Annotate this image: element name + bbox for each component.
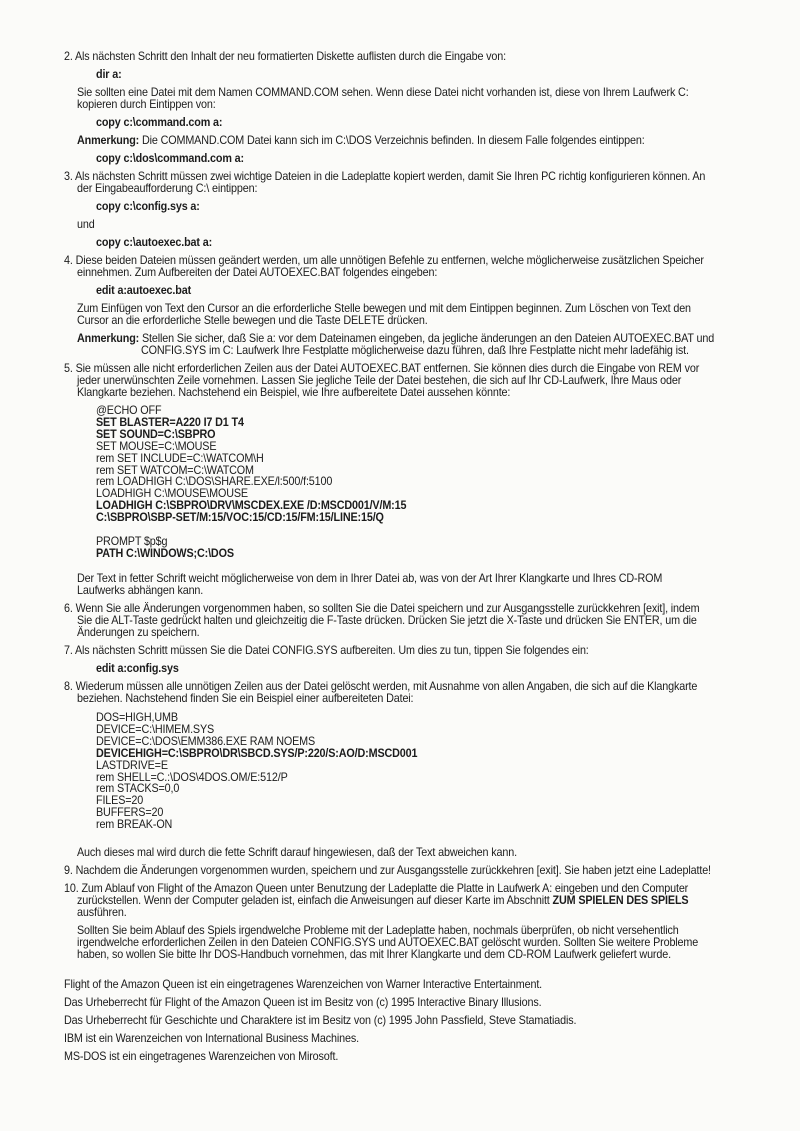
step-number: 6. [64, 602, 73, 615]
paragraph-line: Laufwerks abhängen kann. [77, 584, 204, 597]
line-text: zurückstellen. Wenn der Computer geladen ist, einfach die Anweisungen auf dieser Karte im Abschnitt [77, 894, 553, 907]
step-text: Als nächsten Schritt müssen Sie die Datei CONFIG.SYS aufbereiten. Um dies zu tun, tippen Sie folgendes ein: [74, 644, 589, 657]
step-number: 5. [64, 362, 73, 375]
paragraph-line: irgendwelche erforderlichen Zeilen in den Dateien CONFIG.SYS und AUTOEXEC.BAT gelöscht wurden. Sollten Sie weitere Probleme [77, 936, 699, 949]
paragraph-line: einnehmen. Zum Aufbereiten der Datei AUTOEXEC.BAT folgendes eingeben: [77, 266, 438, 279]
step-9 [64, 865, 711, 878]
step-text: Diese beiden Dateien müssen geändert werden, um alle unnötigen Befehle zu entfernen, welche möglicherweise zusätzlichen Speicher [75, 254, 704, 267]
trademark-line: Das Urheberrecht für Flight of the Amazon Queen ist im Besitz von (c) 1995 Interactive Binary Illusions. [64, 996, 542, 1009]
paragraph-line: Cursor an die erforderliche Stelle bewegen und die Taste DELETE drücken. [77, 314, 428, 327]
code-line: LASTDRIVE=E [96, 758, 168, 772]
paragraph-line: Sie sollten eine Datei mit dem Namen COMMAND.COM sehen. Wenn diese Datei nicht vorhanden ist, diese von Ihrem Laufwerk C: [77, 86, 689, 99]
code-line: rem BREAK-ON [96, 818, 173, 832]
paragraph-line: Zum Einfügen von Text den Cursor an die erforderliche Stelle bewegen und mit dem Eintippen beginnen. Zum Löschen von Text den [77, 302, 691, 315]
step-text: Wenn Sie alle Änderungen vorgenommen haben, so sollten Sie die Datei speichern und zur Ausgangsstelle zurückkehren [exit], indem [75, 602, 700, 615]
code-line: DEVICEHIGH=C:\SBPRO\DR\SBCD.SYS/P:220/S:AO/D:MSCD001 [96, 746, 418, 760]
paragraph-line: beziehen. Nachstehend finden Sie ein Beispiel einer aufbereiteten Datei: [77, 692, 414, 705]
paragraph-line: jeder unerwünschten Zeile vornehmen. Lassen Sie jegliche Teile der Datei bestehen, die sich auf Ihr CD-Laufwerk, Ihre Maus oder [77, 374, 682, 387]
paragraph-line: Auch dieses mal wird durch die fette Schrift darauf hingewiesen, daß der Text abweichen kann. [77, 846, 517, 859]
step-number: 9. [64, 864, 73, 877]
code-line: SET SOUND=C:\SBPRO [96, 427, 216, 441]
code-line: C:\SBPRO\SBP-SET/M:15/VOC:15/CD:15/FM:15/LINE:15/Q [96, 511, 384, 525]
paragraph-line: Sie die ALT-Taste gedrückt halten und gleichzeitig die F-Taste drücken. Drücken Sie jetzt die X-Taste und drücken Sie ENTER, um die [77, 614, 697, 627]
step-number: 3. [64, 170, 73, 183]
paragraph-line: Klangkarte beziehen. Nachstehend ein Beispiel, wie Ihre aufbereitete Datei aussehen könnte: [77, 386, 511, 399]
paragraph-line: Änderungen zu speichern. [77, 626, 200, 639]
code-line: rem SET INCLUDE=C:\WATCOM\H [96, 451, 264, 465]
paragraph-line: Der Text in fetter Schrift weicht möglicherweise von dem in Ihrer Datei ab, was von der Art Ihrer Klangkarte und Ihres CD-ROM [77, 572, 663, 585]
section-reference: ZUM SPIELEN DES SPIELS [552, 894, 689, 907]
step-2 [64, 51, 506, 64]
code-line: FILES=20 [96, 794, 144, 808]
paragraph-line: CONFIG.SYS im C: Laufwerk Ihre Festplatte möglicherweise dazu führen, daß Ihre Festplatte nicht mehr ladefähig ist. [141, 344, 689, 357]
trademark-line: Flight of the Amazon Queen ist ein eingetragenes Warenzeichen von Warner Interactive Entertainment. [64, 978, 543, 991]
code-line: DEVICE=C:\DOS\EMM386.EXE RAM NOEMS [96, 734, 316, 748]
code-line: BUFFERS=20 [96, 806, 164, 820]
step-number: 2. [64, 50, 73, 63]
step-7 [64, 645, 589, 658]
step-text: Als nächsten Schritt den Inhalt der neu formatierten Diskette auflisten durch die Eingabe von: [74, 50, 506, 63]
step-number: 7. [64, 644, 73, 657]
paragraph-line: haben, so wollen Sie bitte Ihr DOS-Handbuch vornehmen, das mit Ihrer Klangkarte und dem CD-ROM Laufwerk geliefert wurde. [77, 948, 671, 961]
code-line: @ECHO OFF [96, 404, 162, 417]
note-text: Stellen Sie sicher, daß Sie a: vor dem Dateinamen eingeben, da jegliche änderungen an den Dateien AUTOEXEC.BAT und [139, 332, 715, 345]
code-line: LOADHIGH C:\MOUSE\MOUSE [96, 487, 248, 501]
note-label: Anmerkung: [77, 332, 140, 345]
step-text: Sie müssen alle nicht erforderlichen Zeilen aus der Datei AUTOEXEC.BAT entfernen. Sie können dies durch die Eingabe von REM vor [75, 362, 700, 375]
step-text: Zum Ablauf von Flight of the Amazon Queen unter Benutzung der Ladeplatte die Platte in Laufwerk A: eingeben und den Computer [81, 882, 689, 895]
code-line: PATH C:\WINDOWS;C:\DOS [96, 546, 234, 560]
command-line: copy c:\autoexec.bat a: [96, 236, 213, 249]
code-line: SET MOUSE=C:\MOUSE [96, 439, 217, 453]
command-line: edit a:config.sys [96, 662, 179, 675]
code-line: PROMPT $p$g [96, 534, 168, 548]
paragraph-line [77, 895, 688, 908]
command-line: copy c:\config.sys a: [96, 200, 200, 213]
command-line: copy c:\command.com a: [96, 116, 223, 129]
code-line: rem STACKS=0,0 [96, 782, 180, 796]
step-text: Als nächsten Schritt müssen zwei wichtige Dateien in die Ladeplatte kopiert werden, damit Sie Ihren PC richtig konfigurieren können. An [74, 170, 706, 183]
paragraph-line: der Eingabeaufforderung C:\ eintippen: [77, 182, 258, 195]
command-line: copy c:\dos\command.com a: [96, 152, 244, 165]
code-line: DEVICE=C:\HIMEM.SYS [96, 722, 215, 736]
step-number: 8. [64, 680, 73, 693]
paragraph-line: Sollten Sie beim Ablauf des Spiels irgendwelche Probleme mit der Ladeplatte haben, nochmals überprüfen, ob nicht versehentlich [77, 924, 679, 937]
note [77, 135, 645, 148]
note-text: Die COMMAND.COM Datei kann sich im C:\DOS Verzeichnis befinden. In diesem Falle folgendes eintippen: [139, 134, 645, 147]
command-line: edit a:autoexec.bat [96, 284, 192, 297]
step-number: 10. [64, 882, 79, 895]
code-line: SET BLASTER=A220 I7 D1 T4 [96, 415, 244, 429]
trademark-line: IBM ist ein Warenzeichen von International Business Machines. [64, 1032, 359, 1045]
paragraph-line: und [77, 218, 95, 231]
code-line: LOADHIGH C:\SBPRO\DRV\MSCDEX.EXE /D:MSCD001/V/M:15 [96, 499, 407, 513]
paragraph-line: ausführen. [77, 906, 127, 919]
code-line: rem SHELL=C.:\DOS\4DOS.OM/E:512/P [96, 770, 288, 784]
step-text: Nachdem die Änderungen vorgenommen wurden, speichern und zur Ausgangsstelle zurückkehren [exit]. Sie haben jetzt eine Ladeplatte! [75, 864, 711, 877]
code-line: DOS=HIGH,UMB [96, 711, 178, 724]
paragraph-line: kopieren durch Eintippen von: [77, 98, 216, 111]
trademark-line: MS-DOS ist ein eingetragenes Warenzeichen von Mirosoft. [64, 1050, 339, 1063]
note-label: Anmerkung: [77, 134, 140, 147]
code-line: rem LOADHIGH C:\DOS\SHARE.EXE/l:500/f:5100 [96, 475, 333, 489]
trademark-line: Das Urheberrecht für Geschichte und Charaktere ist im Besitz von (c) 1995 John Passfield, Steve Stamatiadis. [64, 1014, 577, 1027]
command-line: dir a: [96, 68, 122, 81]
code-line: rem SET WATCOM=C:\WATCOM [96, 463, 254, 477]
step-text: Wiederum müssen alle unnötigen Zeilen aus der Datei gelöscht werden, mit Ausnahme von allen Angaben, die sich auf die Klangkarte [75, 680, 698, 693]
step-number: 4. [64, 254, 73, 267]
